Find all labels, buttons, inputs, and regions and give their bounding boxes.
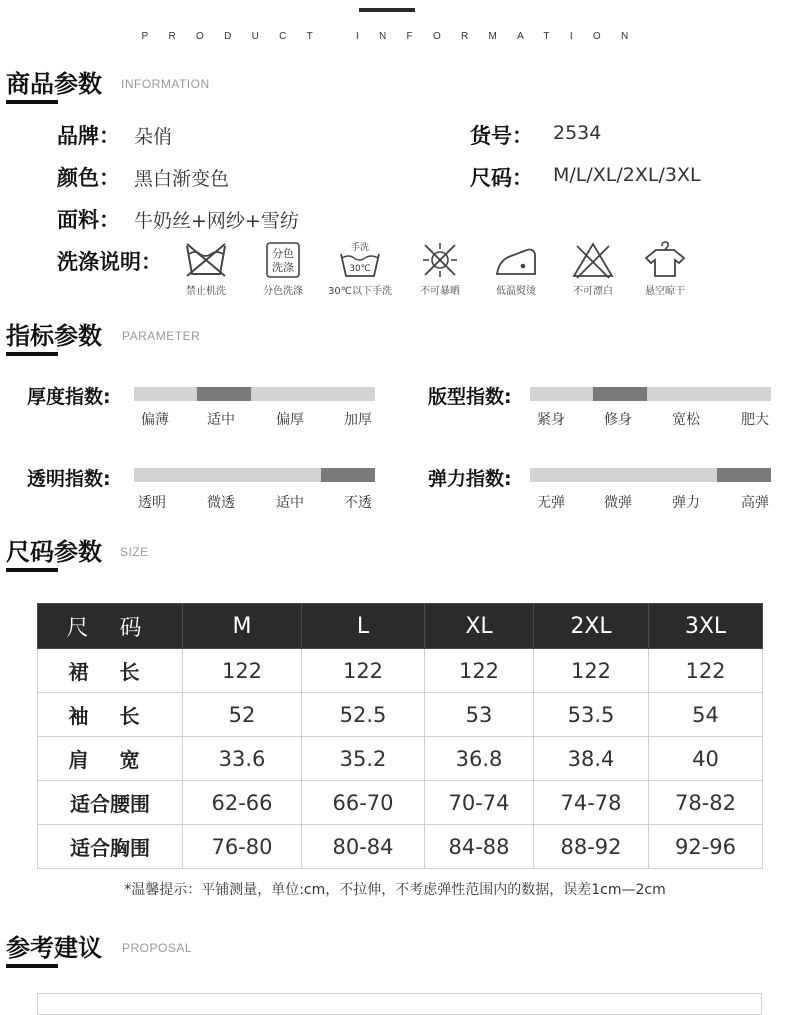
size-header-cell: 尺 码 (38, 604, 183, 649)
parameter-section-title: 指标参数 (6, 322, 102, 350)
fit-bar-fill (593, 387, 647, 401)
elasticity-option: 无弹 (537, 495, 565, 511)
care-caption: 禁止机洗 (186, 286, 226, 297)
parameter-section-underline (6, 352, 58, 356)
proposal-section-subtitle: PROPOSAL (122, 941, 193, 955)
info-section-subtitle: INFORMATION (121, 77, 210, 91)
care-caption: 分色洗涤 (263, 286, 303, 297)
table-cell: 122 (302, 649, 425, 693)
elasticity-bar (530, 468, 771, 482)
table-row (38, 781, 763, 825)
transparency-bar-fill (321, 468, 375, 482)
table-cell: 62-66 (183, 781, 302, 825)
row-label: 肩 宽 (38, 737, 183, 781)
size-header-cell: L (302, 604, 425, 649)
table-cell: 53 (425, 693, 534, 737)
info-section-title: 商品参数 (6, 70, 102, 98)
table-cell: 40 (649, 737, 763, 781)
product-information-heading: PRODUCT INFORMATION (141, 31, 649, 42)
fit-bar (530, 387, 771, 401)
item-no-label: 货号： (470, 124, 533, 148)
low-iron-icon (493, 240, 539, 280)
care-no-machine-wash (166, 240, 246, 297)
no-bleach-icon (570, 240, 616, 280)
care-caption: 悬空晾干 (645, 286, 685, 297)
thickness-bar (134, 387, 375, 401)
table-cell: 122 (649, 649, 763, 693)
size-header-cell: M (183, 604, 302, 649)
no-machine-wash-icon (183, 240, 229, 280)
table-cell: 52.5 (302, 693, 425, 737)
transparency-label: 透明指数: (27, 468, 111, 490)
size-measurement-note: *温馨提示：平铺测量，单位:cm，不拉伸，不考虑弹性范围内的数据，误差1cm—2cm (124, 882, 666, 898)
size-section-underline (6, 568, 58, 572)
table-cell: 52 (183, 693, 302, 737)
table-cell: 84-88 (425, 825, 534, 869)
table-cell: 122 (425, 649, 534, 693)
thickness-option: 偏薄 (141, 412, 169, 428)
hand-wash-30-icon (337, 240, 383, 280)
color-label: 颜色： (57, 166, 120, 190)
care-caption: 30℃以下手洗 (328, 286, 392, 297)
transparency-option: 透明 (138, 495, 166, 511)
care-hang-dry (625, 240, 705, 297)
elasticity-label: 弹力指数: (428, 468, 512, 490)
care-wash-separately (243, 240, 323, 297)
fit-option: 宽松 (672, 412, 700, 428)
hand-wash-temp: 30℃ (349, 264, 371, 274)
size-section-subtitle: SIZE (120, 545, 149, 559)
item-no-value: 2534 (553, 122, 602, 144)
transparency-option: 不透 (344, 495, 372, 511)
wash-instructions-label: 洗涤说明： (57, 250, 162, 274)
table-cell: 122 (183, 649, 302, 693)
care-hand-wash-30 (320, 240, 400, 297)
hang-dry-icon (642, 240, 688, 280)
care-low-iron (476, 240, 556, 297)
elasticity-option: 微弹 (604, 495, 632, 511)
color-value: 黑白渐变色 (134, 168, 230, 190)
table-cell: 80-84 (302, 825, 425, 869)
table-cell: 35.2 (302, 737, 425, 781)
size-table-header-row (38, 604, 763, 649)
size-label: 尺码： (470, 166, 533, 190)
care-caption: 低温熨烫 (496, 286, 536, 297)
size-value: M/L/XL/2XL/3XL (553, 164, 701, 186)
thickness-label: 厚度指数: (27, 386, 111, 408)
wash-separately-line2: 洗涤 (272, 261, 294, 274)
thickness-option: 适中 (207, 412, 235, 428)
care-no-sun-dry (400, 240, 480, 297)
table-cell: 36.8 (425, 737, 534, 781)
fit-option: 紧身 (537, 412, 565, 428)
table-cell: 54 (649, 693, 763, 737)
brand-value: 朵俏 (134, 126, 173, 148)
info-section-underline (6, 100, 58, 104)
thickness-option: 加厚 (344, 412, 372, 428)
fit-option: 肥大 (741, 412, 769, 428)
transparency-bar (134, 468, 375, 482)
size-header-cell: XL (425, 604, 534, 649)
parameter-section-subtitle: PARAMETER (122, 329, 201, 343)
care-no-bleach (553, 240, 633, 297)
fit-option: 修身 (604, 412, 632, 428)
row-label: 适合腰围 (38, 781, 183, 825)
care-caption: 不可漂白 (573, 286, 613, 297)
proposal-content-box (37, 993, 762, 1015)
proposal-section-underline (6, 964, 58, 968)
table-cell: 92-96 (649, 825, 763, 869)
table-cell: 33.6 (183, 737, 302, 781)
table-cell: 78-82 (649, 781, 763, 825)
top-accent-bar (359, 8, 415, 12)
size-header-cell: 3XL (649, 604, 763, 649)
table-row (38, 825, 763, 869)
no-sun-dry-icon (417, 240, 463, 280)
table-cell: 76-80 (183, 825, 302, 869)
elasticity-bar-fill (717, 468, 771, 482)
fabric-label: 面料： (57, 208, 120, 232)
row-label: 适合胸围 (38, 825, 183, 869)
fabric-value: 牛奶丝+网纱+雪纺 (134, 210, 299, 232)
wash-separately-line1: 分色 (272, 247, 294, 260)
hand-wash-top-text: 手洗 (350, 243, 370, 253)
size-table (37, 603, 763, 869)
wash-separately-icon (260, 240, 306, 280)
table-row (38, 693, 763, 737)
table-cell: 70-74 (425, 781, 534, 825)
row-label: 裙 长 (38, 649, 183, 693)
fit-label: 版型指数: (428, 386, 512, 408)
table-row (38, 737, 763, 781)
table-cell: 88-92 (534, 825, 649, 869)
transparency-option: 微透 (207, 495, 235, 511)
table-cell: 122 (534, 649, 649, 693)
table-cell: 74-78 (534, 781, 649, 825)
transparency-option: 适中 (276, 495, 304, 511)
brand-label: 品牌： (57, 124, 120, 148)
table-row (38, 649, 763, 693)
proposal-section-title: 参考建议 (6, 934, 102, 962)
thickness-option: 偏厚 (276, 412, 304, 428)
size-section-title: 尺码参数 (6, 538, 102, 566)
elasticity-option: 高弹 (741, 495, 769, 511)
care-caption: 不可暴晒 (420, 286, 460, 297)
thickness-bar-fill (197, 387, 251, 401)
table-cell: 66-70 (302, 781, 425, 825)
elasticity-option: 弹力 (672, 495, 700, 511)
table-cell: 53.5 (534, 693, 649, 737)
row-label: 袖 长 (38, 693, 183, 737)
size-header-cell: 2XL (534, 604, 649, 649)
table-cell: 38.4 (534, 737, 649, 781)
